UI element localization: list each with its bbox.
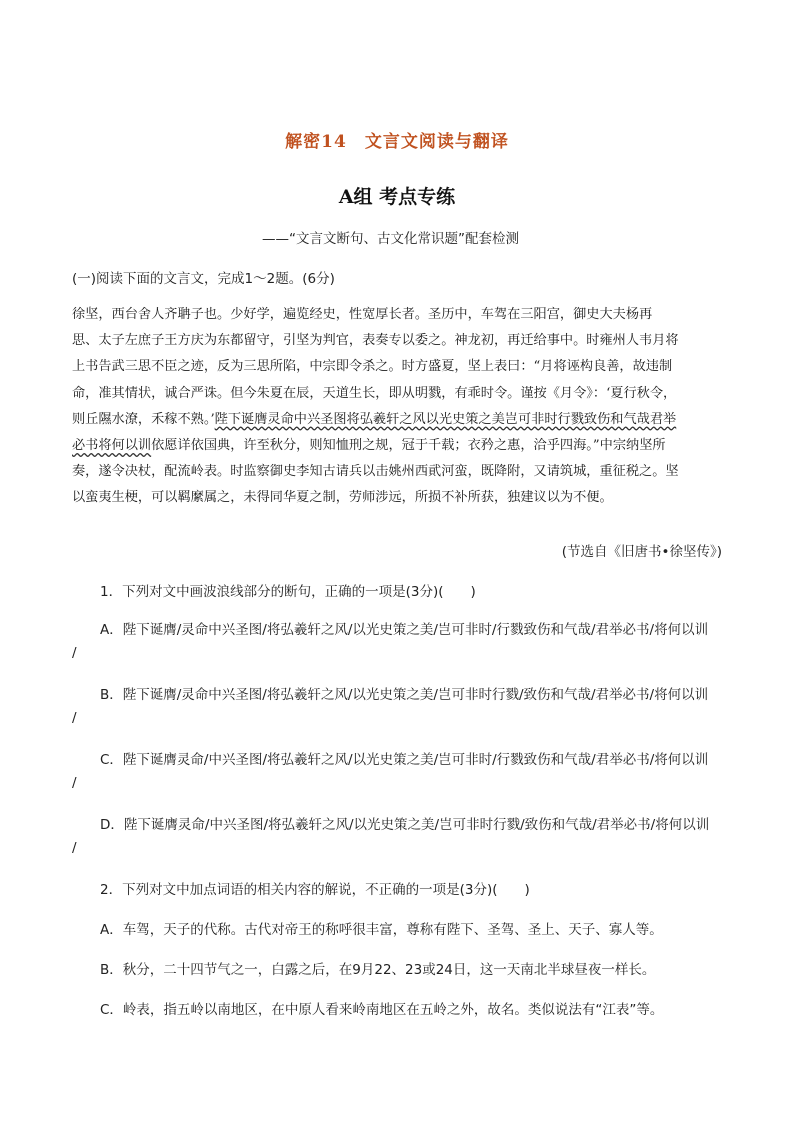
passage-line-text: 依愿详依国典，许至秋分，则知恤刑之规，冠于千载；衣矜之惠，洽乎四海。”中宗纳坚所 bbox=[151, 437, 666, 453]
question-2-stem: 2．下列对文中加点词语的相关内容的解说，不正确的一项是(3分)( ) bbox=[100, 882, 530, 898]
q2-option-b: B．秋分，二十四节气之一，白露之后，在9月22、23或24日，这一天南北半球昼夜一样长。 bbox=[100, 962, 656, 978]
q1-option-c: C．陛下诞膺灵命/中兴圣图/将弘羲轩之风/以光史策之美/岂可非时/行戮致伤和气哉/君举必书/将何以训 bbox=[100, 752, 709, 768]
passage-line bbox=[72, 433, 724, 459]
group-title: A组 考点专练 bbox=[338, 186, 456, 208]
q1-option-d-tail: / bbox=[72, 840, 77, 856]
passage-line bbox=[72, 381, 724, 407]
q1-option-d: D．陛下诞膺灵命/中兴圣图/将弘羲轩之风/以光史策之美/岂可非时行戮/致伤和气哉/君举必书/将何以训 bbox=[100, 817, 710, 833]
passage-line-text: 以蛮夷生梗，可以羁縻属之，未得同华夏之制，劳师涉远，所损不补所获，独建议以为不便。 bbox=[72, 490, 613, 506]
passage-line-text: 则丘隰水潦，禾稼不熟。’ bbox=[72, 411, 215, 427]
question-1-stem: 1．下列对文中画波浪线部分的断句，正确的一项是(3分)( ) bbox=[100, 584, 476, 600]
q1-option-a-tail: / bbox=[72, 645, 77, 661]
subtitle: ——“文言文断句、古文化常识题”配套检测 bbox=[262, 231, 519, 247]
classical-passage bbox=[72, 302, 724, 512]
passage-line bbox=[72, 354, 724, 380]
q2-option-c: C．岭表，指五岭以南地区，在中原人看来岭南地区在五岭之外，故名。类似说法有“江表”等。 bbox=[100, 1002, 664, 1018]
passage-line bbox=[72, 485, 724, 511]
passage-line-text: 奏，遂令决杖，配流岭表。时监察御史李知古请兵以击姚州西貮河蛮，既降附，又请筑城，重征税之。坚 bbox=[72, 464, 679, 480]
passage-line-text: 命，准其情状，诚合严诛。但今朱夏在辰，天道生长，即从明戮，有乖时令。谨按《月令》：‘夏行秋令， bbox=[72, 385, 677, 401]
q1-option-b: B．陛下诞膺/灵命中兴圣图/将弘羲轩之风/以光史策之美/岂可非时行戮/致伤和气哉/君举必书/将何以训 bbox=[100, 687, 709, 703]
section-title: 解密14 文言文阅读与翻译 bbox=[285, 132, 509, 152]
passage-line bbox=[72, 302, 724, 328]
reading-instruction: (一)阅读下面的文言文，完成1～2题。(6分) bbox=[72, 271, 335, 287]
q2-option-a: A．车驾，天子的代称。古代对帝王的称呼很丰富，尊称有陛下、圣驾、圣上、天子、寡人等。 bbox=[100, 922, 663, 938]
wavy-underlined-text: 陛下诞膺灵命中兴圣图将弘羲轩之风以光史策之美岂可非时行戮致伤和气哉君举 bbox=[214, 411, 677, 427]
passage-line-text: 上书告武三思不臣之迹，反为三思所陷，中宗即令杀之。时方盛夏，坚上表曰：“月将诬构良善，故违制 bbox=[72, 359, 673, 375]
q1-option-b-tail: / bbox=[72, 710, 77, 726]
passage-line bbox=[72, 459, 724, 485]
passage-line bbox=[72, 328, 724, 354]
source-citation: (节选自《旧唐书•徐坚传》) bbox=[561, 544, 722, 560]
passage-line-text: 思、太子左庶子王方庆为东都留守，引坚为判官，表奏专以委之。神龙初，再迁给事中。时雍州人韦月将 bbox=[72, 333, 679, 349]
wavy-underlined-text: 必书将何以训 bbox=[72, 437, 152, 453]
passage-line-text: 徐坚，西台舍人齐聃子也。少好学，遍览经史，性宽厚长者。圣历中，车驾在三阳宫，御史大夫杨再 bbox=[72, 307, 653, 322]
q1-option-c-tail: / bbox=[72, 775, 77, 791]
q1-option-a: A．陛下诞膺/灵命中兴圣图/将弘羲轩之风/以光史策之美/岂可非时/行戮致伤和气哉/君举必书/将何以训 bbox=[100, 622, 709, 638]
passage-line bbox=[72, 407, 724, 433]
